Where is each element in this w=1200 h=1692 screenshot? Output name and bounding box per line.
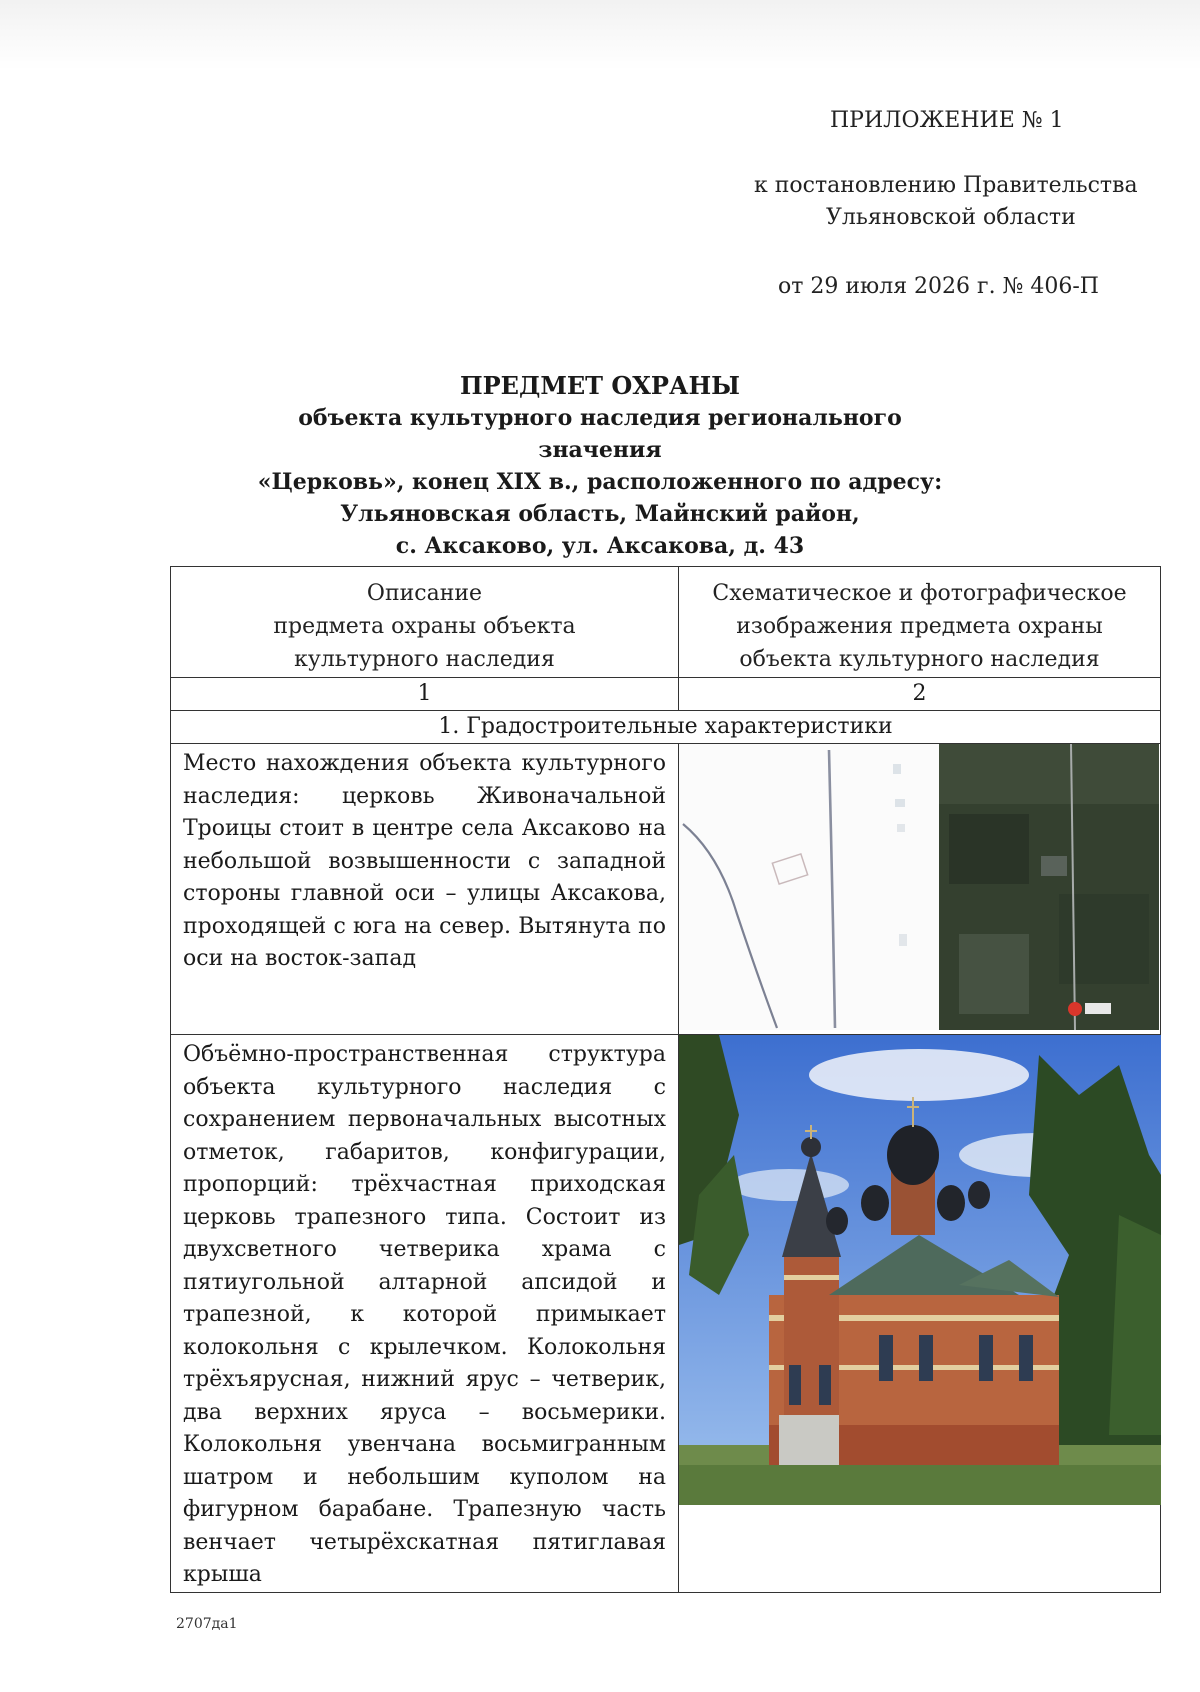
col1-header-line: культурного наследия xyxy=(294,647,555,672)
row2-description: Объёмно-пространственная структура объекта культурного наследия с сохранением первоначальных высотных отметок, габаритов, конфигурации, пропорций: трёхчастная приходская церковь трапезного типа. Состоит из двухсветного четверика храма с пятиугольной алтарной апсидой и трапезной, к которой примыкает колокольня с крылечком. Колокольня трёхъярусная, нижний ярус – четверик, два верхних яруса – восьмерики. Колокольня увенчана восьмигранным шатром и небольшим куполом на фигурном барабане. Трапезную часть венчает четырёхскатная пятиглавая крыша xyxy=(171,1035,679,1593)
protection-subject-table xyxy=(170,566,1161,1593)
decree-date-number: от 29 июля 2026 г. № 406-П xyxy=(778,274,1099,299)
col1-header-line: Описание xyxy=(366,581,483,606)
decree-line-1: к постановлению Правительства xyxy=(754,173,1138,198)
col1-header-line: предмета охраны объекта xyxy=(273,614,576,639)
church-photo xyxy=(679,1035,1161,1505)
situation-map-image xyxy=(679,744,939,1030)
appendix-label: ПРИЛОЖЕНИЕ № 1 xyxy=(830,108,1064,133)
row1-images xyxy=(679,744,1161,1035)
table-number-row xyxy=(171,678,1161,711)
row1-description: Место нахождения объекта культурного наследия: церковь Живоначальной Троицы стоит в центре села Аксаково на небольшой возвышенности с западной стороны главной оси – улицы Аксакова, проходящей с юга на север. Вытянута по оси на восток-запад xyxy=(171,744,679,1035)
scan-shadow xyxy=(0,0,1200,70)
col2-header-line: Схематическое и фотографическое xyxy=(712,581,1127,606)
col2-header-line: изображения предмета охраны xyxy=(736,614,1103,639)
col2-header-line: объекта культурного наследия xyxy=(739,647,1100,672)
decree-line-2: Ульяновской области xyxy=(826,205,1076,230)
document-title xyxy=(250,370,950,562)
col2-number: 2 xyxy=(679,678,1161,711)
col1-number: 1 xyxy=(171,678,679,711)
document-code: 2707да1 xyxy=(176,1616,238,1632)
table-row xyxy=(171,744,1161,1035)
title-line-2: объекта культурного наследия регионального значения xyxy=(298,405,902,463)
title-line-5: с. Аксаково, ул. Аксакова, д. 43 xyxy=(395,533,805,559)
table-row xyxy=(171,1035,1161,1593)
col1-header xyxy=(171,567,679,678)
title-line-1: ПРЕДМЕТ ОХРАНЫ xyxy=(459,371,741,400)
title-line-3: «Церковь», конец XIX в., расположенного по адресу: xyxy=(257,469,943,495)
title-line-4: Ульяновская область, Майнский район, xyxy=(340,501,860,527)
section-heading: 1. Градостроительные характеристики xyxy=(171,711,1161,744)
row2-images xyxy=(679,1035,1161,1593)
table-header-row xyxy=(171,567,1161,678)
section-row xyxy=(171,711,1161,744)
col2-header xyxy=(679,567,1161,678)
satellite-image xyxy=(939,744,1159,1030)
